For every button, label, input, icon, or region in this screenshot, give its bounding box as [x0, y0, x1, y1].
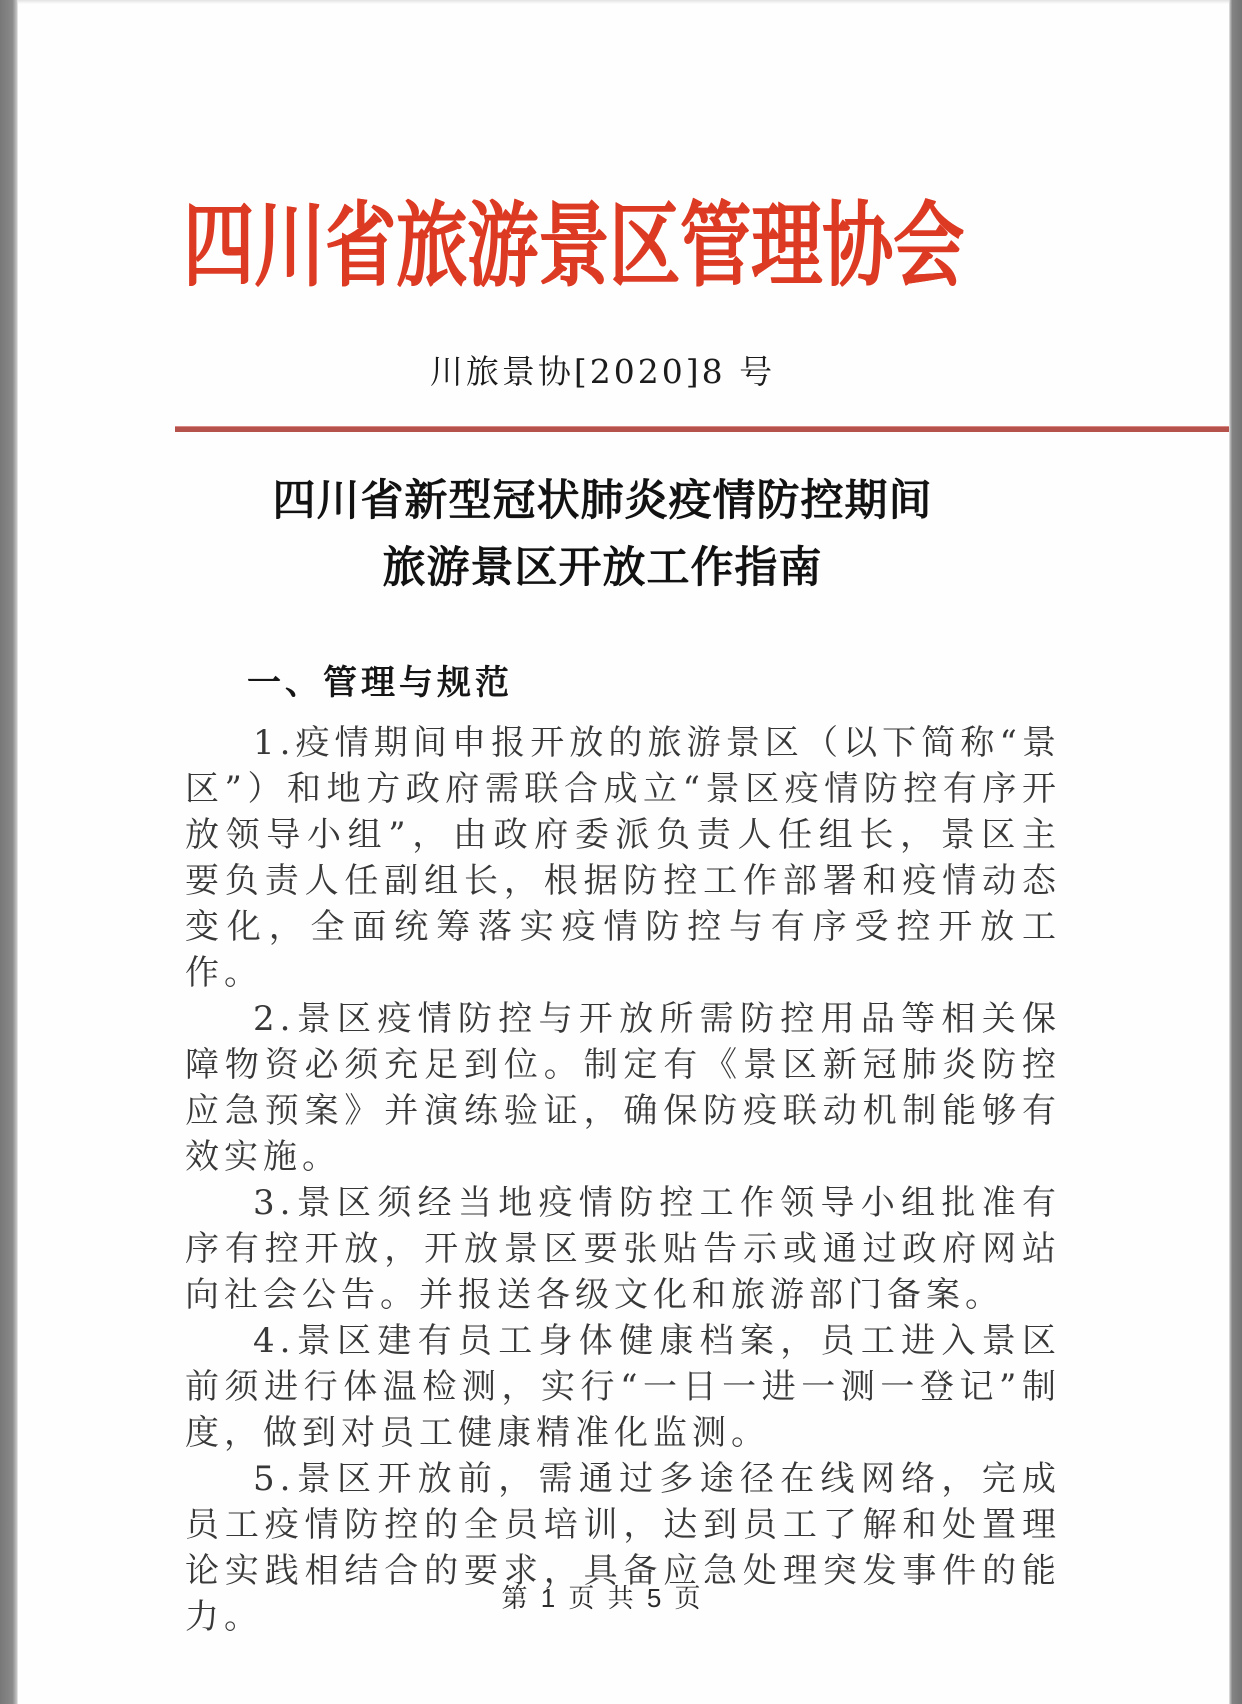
paragraph-1: 1.疫情期间申报开放的旅游景区（以下简称“景区”）和地方政府需联合成立“景区疫情防控有序开放领导小组”，由政府委派负责人任组长，景区主要负责人任副组长，根据防控工作部署和疫情动态变化，全面统筹落实疫情防控与有序受控开放工作。	[185, 723, 1061, 993]
organization-title: 四川省旅游景区管理协会	[183, 195, 965, 299]
paragraph-3: 3.景区须经当地疫情防控工作领导小组批准有序有控开放，开放景区要张贴告示或通过政府网站向社会公告。并报送各级文化和旅游部门备案。	[185, 1183, 1061, 1315]
scan-edge-right	[1229, 0, 1242, 1704]
document-body	[185, 655, 1061, 1640]
scan-edge-top	[18, 0, 1229, 4]
document-title	[145, 468, 1060, 602]
paragraph-2: 2.景区疫情防控与开放所需防控用品等相关保障物资必须充足到位。制定有《景区新冠肺炎防控应急预案》并演练验证，确保防疫联动机制能够有效实施。	[185, 999, 1061, 1177]
page-number-footer: 第 1 页 共 5 页	[501, 1583, 704, 1613]
paragraph-5: 5.景区开放前，需通过多途径在线网络，完成员工疫情防控的全员培训，达到员工了解和处置理论实践相结合的要求，具备应急处理突发事件的能力。	[185, 1459, 1061, 1637]
document-title-line-2: 旅游景区开放工作指南	[382, 544, 823, 592]
document-number: 川旅景协[2020]8 号	[429, 352, 776, 391]
paragraph-4: 4.景区建有员工身体健康档案，员工进入景区前须进行体温检测，实行“一日一进一测一登记”制度，做到对员工健康精准化监测。	[185, 1321, 1061, 1453]
document-title-line-1: 四川省新型冠状肺炎疫情防控期间	[272, 477, 933, 525]
scan-edge-left	[0, 0, 18, 1704]
section-heading: 一、管理与规范	[247, 664, 513, 702]
red-divider-line	[175, 426, 1229, 432]
